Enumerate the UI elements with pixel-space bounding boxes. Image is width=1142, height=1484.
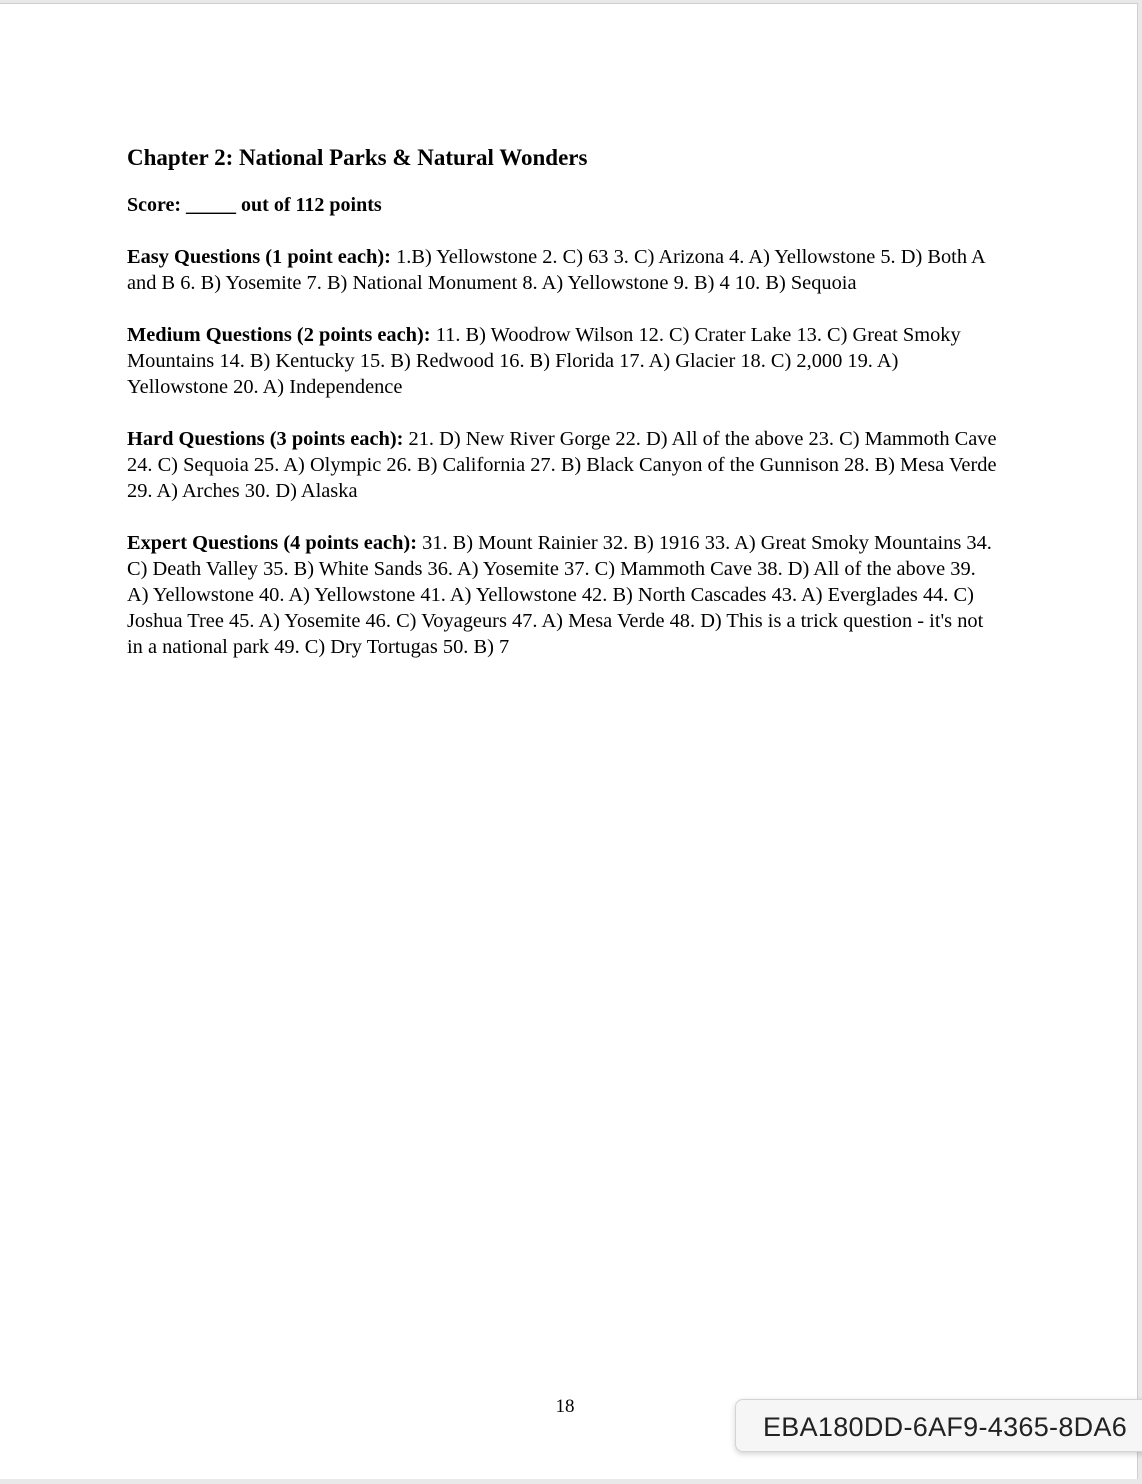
section-label-easy: Easy Questions (1 point each): [127,246,391,268]
answers-easy: 1.B) Yellowstone 2. C) 63 3. C) Arizona 4. A) Yellowstone 5. D) Both A and B 6. B) Yosemite 7. B) National Monument 8. A) Yellowstone 9. B) 4 10. B) Sequoia [127,246,985,294]
answer-section-hard [127,426,997,504]
document-page [0,3,1138,1479]
answer-section-expert [127,530,997,660]
page-content [127,140,997,660]
document-id-text: EBA180DD-6AF9-4365-8DA6 [763,1412,1128,1442]
answers-expert: 31. B) Mount Rainier 32. B) 1916 33. A) Great Smoky Mountains 34. C) Death Valley 35. B) White Sands 36. A) Yosemite 37. C) Mammoth Cave 38. D) All of the above 39. A) Yellowstone 40. A) Yellowstone 41. A) Yellowstone 42. B) North Cascades 43. A) Everglades 44. C) Joshua Tree 45. A) Yosemite 46. C) Voyageurs 47. A) Mesa Verde 48. D) This is a trick question - it's not in a national park 49. C) Dry Tortugas 50. B) 7 [127,532,992,658]
section-label-hard: Hard Questions (3 points each): [127,428,404,450]
answer-section-medium [127,322,997,400]
page-number: 18 [555,1396,575,1417]
score-line: Score: _____ out of 112 points [127,194,382,216]
answers-medium: 11. B) Woodrow Wilson 12. C) Crater Lake 13. C) Great Smoky Mountains 14. B) Kentucky 15. B) Redwood 16. B) Florida 17. A) Glacier 18. C) 2,000 19. A) Yellowstone 20. A) Independence [127,324,961,398]
section-label-expert: Expert Questions (4 points each): [127,532,417,554]
answers-hard: 21. D) New River Gorge 22. D) All of the above 23. C) Mammoth Cave 24. C) Sequoia 25. A) Olympic 26. B) California 27. B) Black Canyon of the Gunnison 28. B) Mesa Verde 29. A) Arches 30. D) Alaska [127,428,997,502]
answer-section-easy [127,244,997,296]
document-id-tooltip [735,1399,1142,1452]
chapter-title: Chapter 2: National Parks & Natural Wonders [127,145,588,170]
section-label-medium: Medium Questions (2 points each): [127,324,431,346]
